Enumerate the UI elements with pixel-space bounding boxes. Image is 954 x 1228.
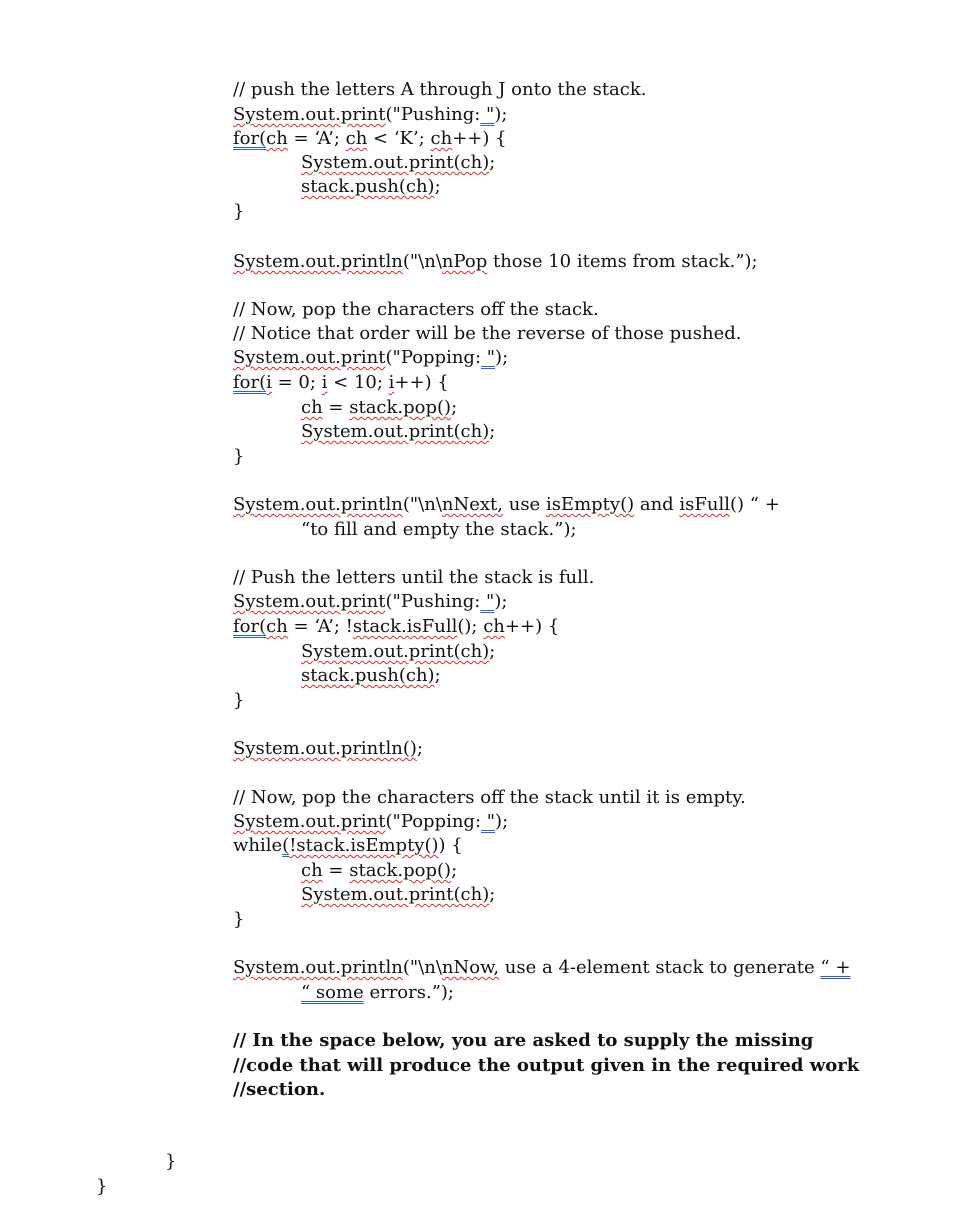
code-line: System.out.print("Popping: "); — [233, 347, 509, 368]
code-line: stack.push(ch); — [301, 665, 441, 686]
code-line: ch = stack.pop(); — [301, 397, 458, 418]
code-line: System.out.print(ch); — [301, 884, 496, 905]
comment-line: // Notice that order will be the reverse of those pushed. — [233, 323, 742, 344]
closing-brace: } — [233, 201, 245, 222]
code-line: for(ch = ‘A’; !stack.isFull(); ch++) { — [233, 616, 560, 637]
code-line: stack.push(ch); — [301, 176, 441, 197]
code-line: System.out.print("Pushing: "); — [233, 104, 508, 125]
code-line: System.out.print(ch); — [301, 421, 496, 442]
code-line: System.out.println("\n\nNext, use isEmpty() and isFull() “ + — [233, 494, 780, 515]
code-line: “to fill and empty the stack.”); — [301, 519, 577, 540]
code-line: for(i = 0; i < 10; i++) { — [233, 372, 449, 393]
comment-line: // push the letters A through J onto the stack. — [233, 79, 647, 100]
code-line: while(!stack.isEmpty()) { — [233, 835, 463, 856]
code-line: System.out.print("Popping: "); — [233, 811, 509, 832]
closing-brace-method: } — [165, 1151, 177, 1172]
code-line: System.out.print(ch); — [301, 152, 496, 173]
comment-line: // Now, pop the characters off the stack. — [233, 299, 599, 320]
code-line: System.out.println("\n\nNow, use a 4-element stack to generate “ + — [233, 957, 851, 978]
code-line: System.out.print(ch); — [301, 641, 496, 662]
comment-line: // Push the letters until the stack is full. — [233, 567, 595, 588]
instruction-comment: //section. — [233, 1079, 326, 1100]
code-line: ch = stack.pop(); — [301, 860, 458, 881]
code-line: for(ch = ‘A’; ch < ‘K’; ch++) { — [233, 128, 507, 149]
closing-brace: } — [233, 690, 245, 711]
code-line: System.out.print("Pushing: "); — [233, 591, 508, 612]
code-line: System.out.println("\n\nPop those 10 items from stack.”); — [233, 251, 758, 272]
closing-brace: } — [233, 909, 245, 930]
instruction-comment: // In the space below, you are asked to supply the missing — [233, 1030, 814, 1051]
code-line: System.out.println(); — [233, 738, 423, 759]
closing-brace-class: } — [96, 1176, 108, 1197]
comment-line: // Now, pop the characters off the stack until it is empty. — [233, 787, 746, 808]
instruction-comment: //code that will produce the output given in the required work — [233, 1055, 860, 1076]
closing-brace: } — [233, 446, 245, 467]
code-line: “ some errors.”); — [301, 982, 454, 1003]
